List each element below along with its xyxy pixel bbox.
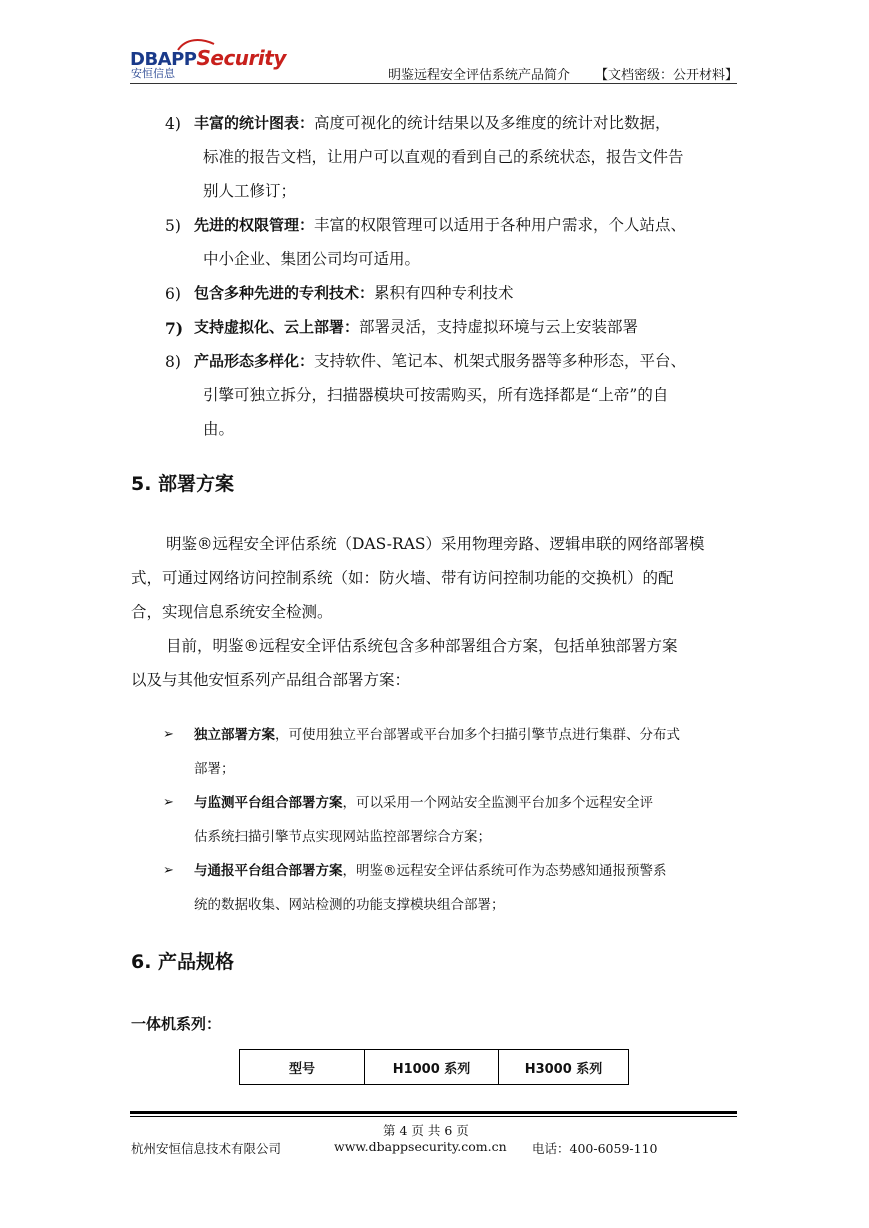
arrow-bullet-icon: ➢ <box>163 727 174 742</box>
bullet-text: ，可使用独立平台部署或平台加多个扫描引擎节点进行集群、分布式 <box>275 727 680 743</box>
section-heading-specs: 6. 产品规格 <box>131 951 235 973</box>
arrow-bullet-icon: ➢ <box>163 863 174 878</box>
table-header-cell: 型号 <box>240 1050 365 1085</box>
feature-line <box>194 310 638 344</box>
header-doc-title: 明鉴远程安全评估系统产品简介 <box>388 68 571 83</box>
paragraph-line: 目前，明鉴®远程安全评估系统包含多种部署组合方案，包括单独部署方案 <box>166 637 678 655</box>
feature-number: 6) <box>165 285 181 303</box>
feature-number: 4) <box>165 115 181 133</box>
footer-divider <box>130 1111 737 1114</box>
feature-title: 丰富的统计图表： <box>194 114 315 132</box>
footer-website: www.dbappsecurity.com.cn <box>334 1139 507 1154</box>
arrow-bullet-icon: ➢ <box>163 795 174 810</box>
paragraph-line: 以及与其他安恒系列产品组合部署方案： <box>131 671 411 689</box>
bullet-title: 独立部署方案 <box>194 727 275 743</box>
header-classification: 【文档密级：公开材料】 <box>595 68 739 83</box>
feature-title: 产品形态多样化： <box>194 352 315 370</box>
feature-text: 高度可视化的统计结果以及多维度的统计对比数据， <box>314 114 671 132</box>
feature-title: 支持虚拟化、云上部署： <box>194 318 360 336</box>
feature-text: 丰富的权限管理可以适用于各种用户需求，个人站点、 <box>314 216 687 234</box>
feature-title: 先进的权限管理： <box>194 216 315 234</box>
feature-line: 由。 <box>203 420 235 438</box>
feature-line <box>194 106 671 140</box>
feature-line: 引擎可独立拆分，扫描器模块可按需购买，所有选择都是“上帝”的自 <box>203 386 669 404</box>
logo-script: Security <box>196 46 286 70</box>
paragraph-line: 合，实现信息系统安全检测。 <box>131 603 333 621</box>
feature-line: 中小企业、集团公司均可适用。 <box>203 250 421 268</box>
feature-line <box>194 276 514 310</box>
logo-subtitle: 安恒信息 <box>131 67 175 80</box>
feature-text: 累积有四种专利技术 <box>374 284 514 302</box>
feature-line: 别人工修订； <box>203 182 297 200</box>
bullet-line <box>194 854 667 888</box>
feature-number: 8) <box>165 353 181 371</box>
bullet-line: 统的数据收集、网站检测的功能支撑模块组合部署； <box>194 897 505 913</box>
footer-divider <box>130 1116 737 1117</box>
spec-table <box>239 1049 629 1085</box>
footer-phone: 电话：400-6059-110 <box>532 1141 658 1156</box>
feature-line <box>194 208 686 242</box>
bullet-line: 部署； <box>194 761 235 777</box>
feature-line: 标准的报告文档，让用户可以直观的看到自己的系统状态，报告文件告 <box>203 148 684 166</box>
feature-title: 包含多种先进的专利技术： <box>194 284 375 302</box>
feature-text: 部署灵活，支持虚拟环境与云上安装部署 <box>359 318 639 336</box>
table-header-cell: H3000 系列 <box>499 1050 629 1085</box>
table-header-cell: H1000 系列 <box>365 1050 499 1085</box>
table-row <box>240 1050 629 1085</box>
bullet-title: 与通报平台组合部署方案 <box>194 863 343 879</box>
bullet-line <box>194 786 653 820</box>
feature-number: 5) <box>165 217 181 235</box>
feature-line <box>194 344 686 378</box>
section-heading-deployment: 5. 部署方案 <box>131 473 235 495</box>
header-divider <box>130 83 737 84</box>
paragraph-line: 式，可通过网络访问控制系统（如：防火墙、带有访问控制功能的交换机）的配 <box>131 569 674 587</box>
logo-main: DBAPP <box>130 49 197 70</box>
feature-number: 7) <box>165 319 184 338</box>
bullet-title: 与监测平台组合部署方案 <box>194 795 343 811</box>
logo-swoosh-icon <box>176 38 216 52</box>
page-number: 第 4 页 共 6 页 <box>383 1123 469 1138</box>
paragraph-line: 明鉴®远程安全评估系统（DAS-RAS）采用物理旁路、逻辑串联的网络部署模 <box>166 535 705 553</box>
bullet-line <box>194 718 680 752</box>
bullet-text: ，可以采用一个网站安全监测平台加多个远程安全评 <box>342 795 653 811</box>
feature-text: 支持软件、笔记本、机架式服务器等多种形态，平台、 <box>314 352 687 370</box>
subheading-all-in-one: 一体机系列： <box>131 1015 222 1033</box>
bullet-text: ，明鉴®远程安全评估系统可作为态势感知通报预警系 <box>342 863 667 879</box>
footer-company: 杭州安恒信息技术有限公司 <box>131 1141 282 1156</box>
bullet-line: 估系统扫描引擎节点实现网站监控部署综合方案； <box>194 829 491 845</box>
